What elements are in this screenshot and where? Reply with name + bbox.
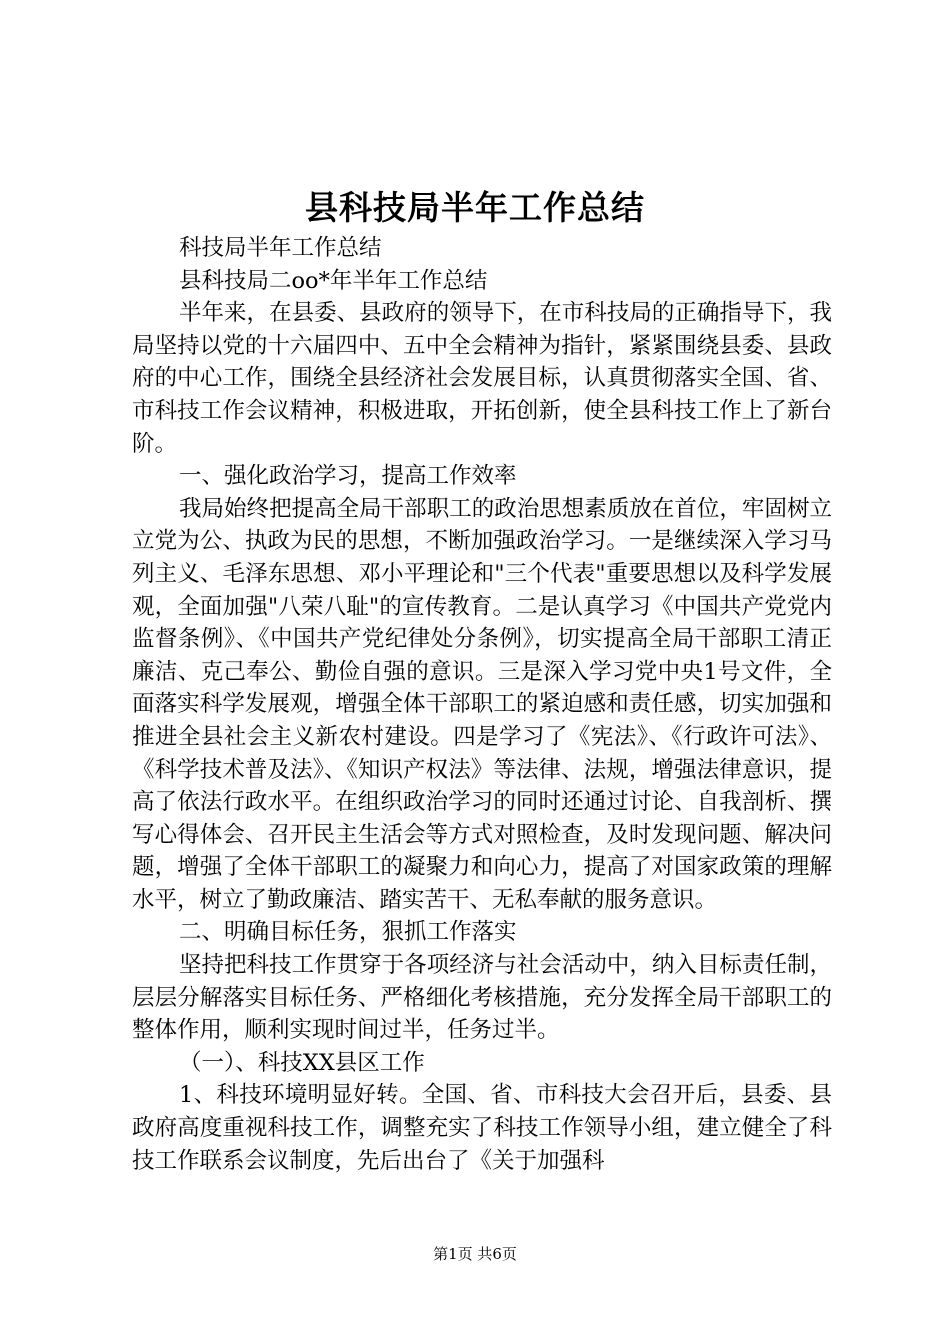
paragraph-section-1: 我局始终把提高全局干部职工的政治思想素质放在首位，牢固树立立党为公、执政为民的思想，不断加强政治学习。一是继续深入学习马列主义、毛泽东思想、邓小平理论和"三个代表"重要思想以及科学发展观，全面加强"八荣八耻"的宣传教育。二是认真学习《中国共产党党内监督条例》、《中国共产党纪律处分条例》，切实提高全局干部职工清正廉洁、克己奉公、勤俭自强的意识。三是深入学习党中央1号文件，全面落实科学发展观，增强全体干部职工的紧迫感和责任感，切实加强和推进全县社会主义新农村建设。四是学习了《宪法》、《行政许可法》、《科学技术普及法》、《知识产权法》等法律、法规，增强法律意识，提高了依法行政水平。在组织政治学习的同时还通过讨论、自我剖析、撰写心得体会、召开民主生活会等方式对照检查，及时发现问题、解决问题，增强了全体干部职工的凝聚力和向心力，提高了对国家政策的理解水平，树立了勤政廉洁、踏实苦干、无私奉献的服务意识。 bbox=[132, 495, 832, 913]
subsection-heading-1: （一）、科技XX县区工作 bbox=[179, 1049, 425, 1076]
page-number-footer: 第1页 共6页 bbox=[433, 1245, 517, 1263]
paragraph-intro: 半年来，在县委、县政府的领导下，在市科技局的正确指导下，我局坚持以党的十六届四中、五中全会精神为指针，紧紧围绕县委、县政府的中心工作，围绕全县经济社会发展目标，认真贯彻落实全国、省、市科技工作会议精神，积极进取，开拓创新，使全县科技工作上了新台阶。 bbox=[132, 300, 832, 457]
document-body bbox=[132, 232, 832, 1177]
document-title: 县科技局半年工作总结 bbox=[305, 188, 645, 227]
paragraph-section-2: 坚持把科技工作贯穿于各项经济与社会活动中，纳入目标责任制，层层分解落实目标任务、严格细化考核措施，充分发挥全局干部职工的整体作用，顺利实现时间过半，任务过半。 bbox=[132, 952, 832, 1044]
paragraph-report-title: 县科技局二oo*年半年工作总结 bbox=[179, 267, 488, 294]
paragraph-subtitle: 科技局半年工作总结 bbox=[179, 235, 382, 261]
paragraph-subsection-1: 1、科技环境明显好转。全国、省、市科技大会召开后，县委、县政府高度重视科技工作，调整充实了科技工作领导小组，建立健全了科技工作联系会议制度，先后出台了《关于加强科 bbox=[132, 1082, 832, 1174]
section-heading-1: 一、强化政治学习，提高工作效率 bbox=[179, 463, 517, 490]
section-heading-2: 二、明确目标任务，狠抓工作落实 bbox=[179, 919, 517, 946]
